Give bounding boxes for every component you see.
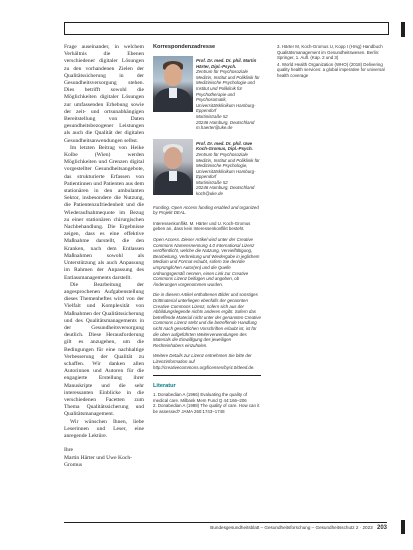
- literature-heading: Literatur: [153, 383, 176, 390]
- address-line: 20246 Hamburg, Deutschland: [196, 185, 255, 191]
- reference-item: 2. Donabedian A (1988) The quality of care. How can it be assessed? JAMA 260:1743–1748: [153, 403, 260, 414]
- journal-name: Bundesgesundheitsblatt – Gesundheitsforschung – Gesundheitsschutz 2 · 2023: [210, 525, 373, 530]
- author-name: Prof. Dr. med. Dr. phil. Uwe Koch-Gromus, Dipl.-Psych.: [196, 140, 253, 152]
- author-name: Prof. Dr. med. Dr. phil. Martin Härter, Dipl.-Psych.: [196, 58, 257, 69]
- author-block-1: [153, 56, 261, 131]
- sign-off: Ihre: [64, 447, 74, 454]
- header-frame: [64, 22, 389, 35]
- reference-item: 1. Donabedian A (1966) Evaluating the quality of medical care. Milbank Mem Fund Q 44:166–206: [153, 392, 247, 403]
- author-photo: [153, 139, 193, 195]
- license-note[interactable]: Weitere Details zur Lizenz entnehmen Sie bitte der Lizenzinformation auf http://creativecommons.org/licenses/by/4.0/deed.de.: [153, 353, 255, 370]
- body-paragraph: Die Bearbeitung der angesprochenen Aufgabenstellung dieses Themenheftes wird von der Vielfalt und Komplexität von Maßnahmen der Qualitätssicherung und des Qualitätsmanagements in der Gesundheitsversorgung deutlich. Diese Herausforderung gilt es anzugehen, um die Bedingungen für eine nachhaltige Verbesserung der Qualität zu schaffen. Wir danken allen Autorinnen und Autoren für die engagierte Erstellung ihrer Manuskripte und die sehr interessanten Einblicke in die verschiedenen Facetten zum Thema Qualitätssicherung und Qualitätsmanagement.: [64, 281, 144, 418]
- author-address: [196, 56, 261, 131]
- address-line: Zentrum für Psychosoziale Medizin, Institut und Poliklinik für Medizinische Psychologie, Universitätsklinikum Hamburg-Eppendorf: [196, 151, 260, 180]
- page-footer: [64, 522, 387, 531]
- reference-item: 4. World Health Organization (WHO) (2018) Delivering quality health services: a global imperative for universal health coverage: [277, 61, 385, 78]
- author-address: [196, 139, 261, 197]
- side-tab-marker: [401, 22, 405, 37]
- open-access-note: Open Access. Dieser Artikel wird unter der Creative Commons Namensnennung 4.0 International Lizenz veröffentlicht, welche die Nutzung, Vervielfältigung, Bearbeitung, Verbreitung und Wiedergabe in jeglichem Medium und Format erlaubt, sofern Sie den/die ursprünglichen Autor(en) und die Quelle ordnungsgemäß nennen, einen Link zur Creative Commons Lizenz beifügen und angeben, ob Änderungen vorgenommen wurden.: [153, 237, 260, 287]
- reference-column: [268, 44, 390, 80]
- author-block-2: [153, 139, 261, 197]
- correspondence-column: [153, 44, 261, 414]
- open-access-note: Die in diesem Artikel enthaltenen Bilder und sonstiges Drittmaterial unterliegen ebenfalls der genannten Creative Commons Lizenz, sofern sich aus der Abbildungslegende nichts anderes ergibt. Sofern das betreffende Material nicht unter der genannten Creative Commons Lizenz steht und die betreffende Handlung nicht nach gesetzlichen Vorschriften erlaubt ist, ist für die oben aufgeführten Weiterverwendungen des Materials die Einwilligung des jeweiligen Rechteinhabers einzuholen.: [153, 292, 261, 348]
- body-paragraph: Frage auseinander, in welchem Verhältnis die Ebenen verschiedener digitaler Lösungen zu den vorhandenen Zielen der Qualitätssicherung in der Gesundheitsversorgung stehen. Dies betrifft sowohl die Möglichkeiten digitaler Lösungen zur umfassenden Erhebung sowie der zeit- und ortsunabhängigen Bereitstellung von Daten gesundheitsbezogener Leistungen als auch die Qualität der digitalen Gesundheitsanwendungen selbst.: [64, 44, 144, 144]
- signatories: Martin Härter und Uwe Koch-Gromus: [64, 454, 133, 468]
- reference-item: 3. Härter M, Koch-Gromus U, Kopp I (Hrsg) Handbuch Qualitätsmanagement im Gesundheitswesen. Berlin: Springer, 1. Aufl. (Kap. 2 und 3): [277, 44, 383, 61]
- address-line: 20246 Hamburg, Deutschland: [196, 119, 255, 125]
- address-line: Zentrum für Psychosoziale Medizin, Institut und Poliklinik für Medizinische Psychologie und Institut und Poliklinik für Psychotherapie und Psychosomatik, Universitätsklinikum Hamburg-Eppendorf: [196, 69, 260, 114]
- address-line: Martinistraße 52: [196, 179, 228, 185]
- correspondence-heading: Korrespondenzadresse: [153, 44, 216, 50]
- email-link[interactable]: koch@uke.de: [196, 191, 223, 197]
- conflict-note: Interessenkonflikt. M. Härter und U. Koch-Gromus geben an, dass kein Interessenkonflikt besteht.: [153, 220, 251, 232]
- body-paragraph: Wir wünschen Ihnen, liebe Leserinnen und Leser, eine anregende Lektüre.: [64, 418, 144, 439]
- body-column: [64, 44, 144, 469]
- address-line: Martinistraße 52: [196, 113, 228, 119]
- funding-note: Funding. Open Access funding enabled and organized by Projekt DEAL.: [153, 204, 259, 216]
- divider: [153, 375, 261, 376]
- footer-tab-marker: [401, 520, 405, 534]
- author-photo: [153, 56, 193, 112]
- email-link[interactable]: m.haerter@uke.de: [196, 125, 233, 131]
- body-paragraph: Im letzten Beitrag von Heike Kolbe (Wien) werden Möglichkeiten und Grenzen digital vorgestellter Gesundheitsangebote, das strukturierte Erfassen von Patientinnen und Patienten aus dem stationären in den ambulanten Sektor, insbesondere die Nutzung, die Patientenzufriedenheit und die Wiederaufnahmequote im Bezug zu einer stationären chirurgischen Nachbehandlung. Die Ergebnisse zeigen, dass es eine effektive Maßnahme darstellt, die den Kranken, nach dem Entlassen Maßnahmen sowohl als Unterstützung als auch Anpassung im Rahmen der Anpassung des Entlassmanagements darstellt.: [64, 144, 144, 281]
- page-number: 203: [376, 525, 387, 531]
